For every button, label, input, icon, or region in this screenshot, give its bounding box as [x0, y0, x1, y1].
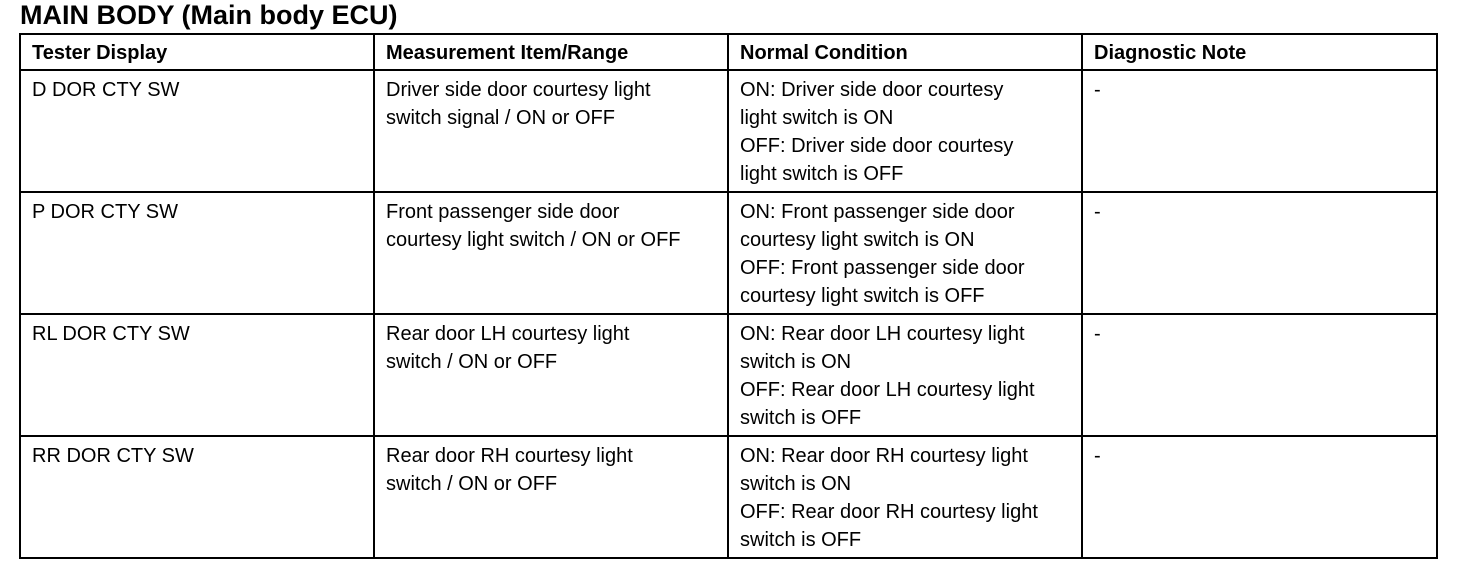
cell-diagnostic-note: -: [1082, 314, 1437, 436]
table-row: [20, 314, 1437, 436]
table-row: [20, 436, 1437, 558]
page-title: MAIN BODY (Main body ECU): [20, 0, 398, 30]
table-row: [20, 192, 1437, 314]
cell-tester-display: RR DOR CTY SW: [20, 436, 374, 558]
data-list-table: [19, 33, 1438, 559]
cell-normal-condition: ON: Driver side door courtesy light switch is ON OFF: Driver side door courtesy light switch is OFF: [728, 70, 1082, 192]
cell-normal-condition: ON: Rear door RH courtesy light switch is ON OFF: Rear door RH courtesy light switch is OFF: [728, 436, 1082, 558]
header-diagnostic-note: Diagnostic Note: [1082, 34, 1437, 70]
cell-normal-condition: ON: Rear door LH courtesy light switch is ON OFF: Rear door LH courtesy light switch is OFF: [728, 314, 1082, 436]
cell-tester-display: P DOR CTY SW: [20, 192, 374, 314]
table-row: [20, 70, 1437, 192]
cell-diagnostic-note: -: [1082, 192, 1437, 314]
cell-measurement: Rear door RH courtesy light switch / ON or OFF: [374, 436, 728, 558]
cell-diagnostic-note: -: [1082, 436, 1437, 558]
cell-tester-display: D DOR CTY SW: [20, 70, 374, 192]
header-normal-condition: Normal Condition: [728, 34, 1082, 70]
cell-measurement: Front passenger side door courtesy light switch / ON or OFF: [374, 192, 728, 314]
cell-normal-condition: ON: Front passenger side door courtesy light switch is ON OFF: Front passenger side door courtesy light switch is OFF: [728, 192, 1082, 314]
table-header-row: [20, 34, 1437, 70]
cell-measurement: Rear door LH courtesy light switch / ON or OFF: [374, 314, 728, 436]
cell-measurement: Driver side door courtesy light switch signal / ON or OFF: [374, 70, 728, 192]
cell-tester-display: RL DOR CTY SW: [20, 314, 374, 436]
cell-diagnostic-note: -: [1082, 70, 1437, 192]
header-tester-display: Tester Display: [20, 34, 374, 70]
header-measurement-item: Measurement Item/Range: [374, 34, 728, 70]
